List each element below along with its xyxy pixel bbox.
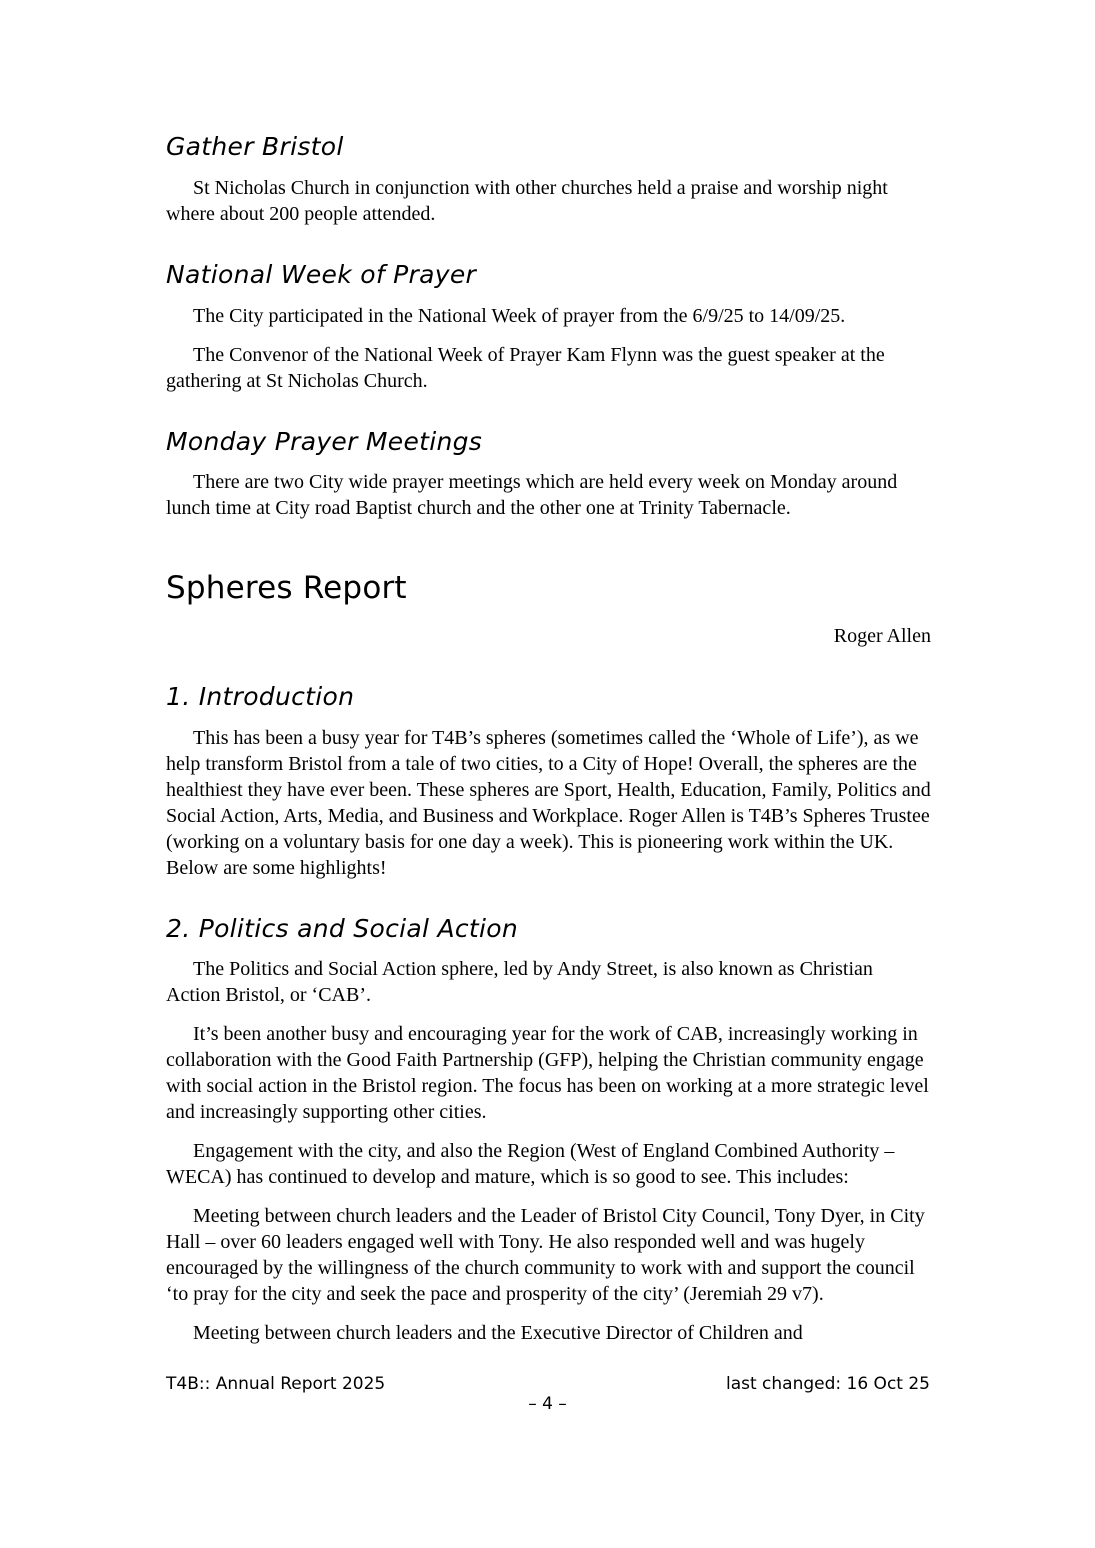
paragraph: The City participated in the National Week of prayer from the 6/9/25 to 14/09/25. xyxy=(193,304,846,327)
document-body xyxy=(166,133,931,1359)
report-title: Spheres Report xyxy=(166,570,407,607)
paragraph: This has been a busy year for T4B’s spheres (sometimes called the ‘Whole of Life’), as we help transform Bristol from a tale of two cities, to a City of Hope! Overall, the spheres are the healthiest they have ever been. These spheres are Sport, Health, Education, Family, Politics and Social Action, Arts, Media, and Business and Workplace. Roger Allen is T4B’s Spheres Trustee (working on a voluntary basis for one day a week). This is pioneering work within the UK. Below are some highlights! xyxy=(166,726,931,879)
footer-page-number: – 4 – xyxy=(528,1394,567,1414)
paragraph: There are two City wide prayer meetings which are held every week on Monday around lunch time at City road Baptist church and the other one at Trinity Tabernacle. xyxy=(166,471,898,520)
byline: Roger Allen xyxy=(833,624,931,647)
paragraph: Engagement with the city, and also the Region (West of England Combined Authority – WECA) has continued to develop and mature, which is so good to see. This includes: xyxy=(166,1140,895,1189)
paragraph: St Nicholas Church in conjunction with other churches held a praise and worship night where about 200 people attended. xyxy=(166,176,888,225)
paragraph: Meeting between church leaders and the Executive Director of Children and xyxy=(193,1322,803,1345)
footer-report-title: T4B:: Annual Report 2025 xyxy=(166,1374,386,1394)
section-heading: National Week of Prayer xyxy=(166,259,477,289)
footer-last-changed: last changed: 16 Oct 25 xyxy=(725,1374,930,1394)
paragraph: The Convenor of the National Week of Prayer Kam Flynn was the guest speaker at the gathering at St Nicholas Church. xyxy=(166,343,885,392)
section-heading: 1. Introduction xyxy=(166,681,355,711)
section-heading: Monday Prayer Meetings xyxy=(166,426,483,456)
section-heading: Gather Bristol xyxy=(166,132,344,161)
paragraph: It’s been another busy and encouraging year for the work of CAB, increasingly working in collaboration with the Good Faith Partnership (GFP), helping the Christian community engage with social action in the Bristol region. The focus has been on working at a more strategic level and increasingly supporting other cities. xyxy=(166,1023,929,1124)
section-heading: 2. Politics and Social Action xyxy=(166,913,519,943)
paragraph: The Politics and Social Action sphere, led by Andy Street, is also known as Christian Action Bristol, or ‘CAB’. xyxy=(166,958,873,1007)
paragraph: Meeting between church leaders and the Leader of Bristol City Council, Tony Dyer, in City Hall – over 60 leaders engaged well with Tony. He also responded well and was hugely encouraged by the willingness of the church community to work with and support the council ‘to pray for the city and seek the pace and prosperity of the city’ (Jeremiah 29 v7). xyxy=(166,1205,925,1306)
